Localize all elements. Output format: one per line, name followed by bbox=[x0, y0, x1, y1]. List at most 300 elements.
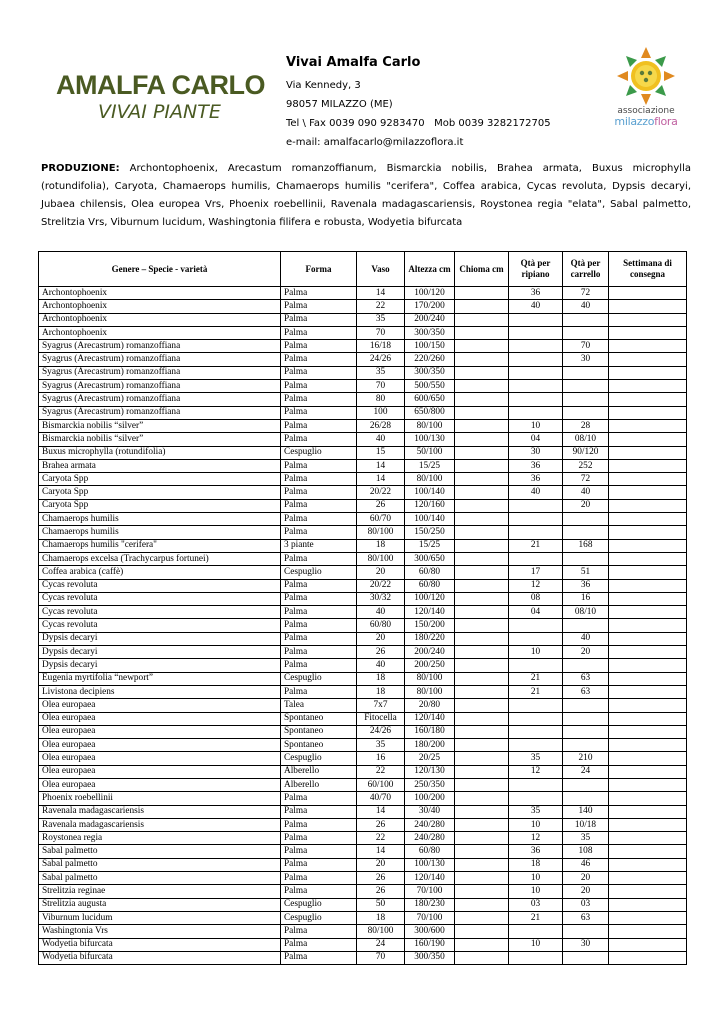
table-cell: 35 bbox=[509, 752, 563, 765]
table-cell: Palma bbox=[281, 340, 357, 353]
table-cell: Livistona decipiens bbox=[39, 685, 281, 698]
sun-emblem-icon bbox=[616, 46, 676, 106]
table-cell bbox=[609, 685, 687, 698]
table-cell: 40 bbox=[563, 300, 609, 313]
table-cell: 10 bbox=[509, 818, 563, 831]
table-cell bbox=[455, 832, 509, 845]
table-cell: 60/80 bbox=[405, 566, 455, 579]
table-cell: 100/120 bbox=[405, 592, 455, 605]
table-cell bbox=[509, 380, 563, 393]
table-cell: Buxus microphylla (rotundifolia) bbox=[39, 446, 281, 459]
table-cell bbox=[609, 592, 687, 605]
table-cell bbox=[455, 765, 509, 778]
table-cell bbox=[509, 739, 563, 752]
table-cell: 08 bbox=[509, 592, 563, 605]
table-cell: 600/650 bbox=[405, 393, 455, 406]
table-cell bbox=[609, 646, 687, 659]
table-cell: 12 bbox=[509, 832, 563, 845]
table-cell: 120/140 bbox=[405, 712, 455, 725]
table-cell: 10 bbox=[509, 885, 563, 898]
table-cell bbox=[455, 406, 509, 419]
table-cell: 18 bbox=[357, 539, 405, 552]
table-cell: Caryota Spp bbox=[39, 499, 281, 512]
table-cell bbox=[563, 659, 609, 672]
table-cell bbox=[609, 313, 687, 326]
table-cell: 160/190 bbox=[405, 938, 455, 951]
table-cell: 140 bbox=[563, 805, 609, 818]
table-cell bbox=[609, 832, 687, 845]
table-cell: Sabal palmetto bbox=[39, 845, 281, 858]
table-cell: 80/100 bbox=[357, 925, 405, 938]
table-cell: Spontaneo bbox=[281, 712, 357, 725]
table-row bbox=[39, 446, 687, 459]
table-cell: Roystonea regia bbox=[39, 832, 281, 845]
table-cell: 14 bbox=[357, 845, 405, 858]
table-row bbox=[39, 925, 687, 938]
table-cell bbox=[563, 778, 609, 791]
table-cell: 70 bbox=[563, 340, 609, 353]
table-cell: Palma bbox=[281, 499, 357, 512]
table-cell bbox=[609, 566, 687, 579]
table-row bbox=[39, 393, 687, 406]
table-cell bbox=[455, 499, 509, 512]
table-cell: 26 bbox=[357, 818, 405, 831]
table-cell bbox=[455, 340, 509, 353]
table-cell bbox=[609, 606, 687, 619]
table-cell: Alberello bbox=[281, 778, 357, 791]
table-cell: Palma bbox=[281, 659, 357, 672]
table-row bbox=[39, 433, 687, 446]
table-cell bbox=[509, 326, 563, 339]
table-cell bbox=[563, 699, 609, 712]
table-cell bbox=[609, 513, 687, 526]
table-cell: 100/200 bbox=[405, 792, 455, 805]
table-cell: 180/200 bbox=[405, 739, 455, 752]
table-cell bbox=[455, 287, 509, 300]
table-row bbox=[39, 712, 687, 725]
table-cell: 250/350 bbox=[405, 778, 455, 791]
table-cell bbox=[455, 792, 509, 805]
table-cell: 63 bbox=[563, 911, 609, 924]
table-cell bbox=[609, 885, 687, 898]
table-cell bbox=[509, 313, 563, 326]
table-cell: 10 bbox=[509, 419, 563, 432]
table-cell: 35 bbox=[357, 739, 405, 752]
table-cell: Brahea armata bbox=[39, 459, 281, 472]
table-cell: 16 bbox=[357, 752, 405, 765]
table-cell: 70 bbox=[357, 380, 405, 393]
table-cell: 108 bbox=[563, 845, 609, 858]
table-cell: Dypsis decaryi bbox=[39, 632, 281, 645]
table-cell: Cycas revoluta bbox=[39, 592, 281, 605]
table-cell: 60/100 bbox=[357, 778, 405, 791]
table-row bbox=[39, 353, 687, 366]
table-row bbox=[39, 419, 687, 432]
table-cell bbox=[455, 592, 509, 605]
table-row bbox=[39, 938, 687, 951]
table-cell: 20 bbox=[357, 566, 405, 579]
table-cell: 90/120 bbox=[563, 446, 609, 459]
table-cell: Ravenala madagascariensis bbox=[39, 805, 281, 818]
phone: Tel \ Fax 0039 090 9283470 Mob 0039 3282172705 bbox=[286, 118, 551, 129]
table-cell: 60/80 bbox=[405, 845, 455, 858]
table-cell bbox=[609, 951, 687, 964]
production-label: PRODUZIONE: bbox=[41, 163, 120, 174]
table-cell: Olea europaea bbox=[39, 699, 281, 712]
table-cell: 35 bbox=[563, 832, 609, 845]
table-cell: 80/100 bbox=[405, 672, 455, 685]
table-cell bbox=[509, 353, 563, 366]
table-cell: 80/100 bbox=[405, 473, 455, 486]
table-row bbox=[39, 486, 687, 499]
table-cell: 20 bbox=[357, 858, 405, 871]
table-cell bbox=[563, 712, 609, 725]
table-cell: 60/70 bbox=[357, 513, 405, 526]
table-cell bbox=[455, 366, 509, 379]
table-cell: 60/80 bbox=[357, 619, 405, 632]
table-cell bbox=[455, 606, 509, 619]
table-cell: 28 bbox=[563, 419, 609, 432]
table-cell bbox=[563, 526, 609, 539]
table-row bbox=[39, 366, 687, 379]
table-cell: 40 bbox=[563, 632, 609, 645]
table-cell: 80 bbox=[357, 393, 405, 406]
table-cell bbox=[455, 858, 509, 871]
table-cell bbox=[609, 818, 687, 831]
table-row bbox=[39, 911, 687, 924]
table-cell: 72 bbox=[563, 473, 609, 486]
table-cell bbox=[609, 712, 687, 725]
table-cell bbox=[563, 725, 609, 738]
table-cell: 21 bbox=[509, 539, 563, 552]
table-cell bbox=[509, 366, 563, 379]
table-cell: Caryota Spp bbox=[39, 486, 281, 499]
table-cell: 03 bbox=[509, 898, 563, 911]
table-cell: Dypsis decaryi bbox=[39, 646, 281, 659]
table-cell: Chamaerops excelsa (Trachycarpus fortunei) bbox=[39, 552, 281, 565]
table-cell: 26 bbox=[357, 872, 405, 885]
table-cell: Cespuglio bbox=[281, 752, 357, 765]
table-row bbox=[39, 473, 687, 486]
table-row bbox=[39, 832, 687, 845]
table-cell: Sabal palmetto bbox=[39, 872, 281, 885]
table-cell: 26 bbox=[357, 885, 405, 898]
table-row bbox=[39, 592, 687, 605]
table-row bbox=[39, 845, 687, 858]
table-cell: 16 bbox=[563, 592, 609, 605]
table-row bbox=[39, 632, 687, 645]
table-header-row bbox=[39, 252, 687, 287]
table-cell: 63 bbox=[563, 685, 609, 698]
table-cell: Palma bbox=[281, 406, 357, 419]
table-cell: 21 bbox=[509, 672, 563, 685]
table-cell: Palma bbox=[281, 513, 357, 526]
table-cell bbox=[609, 872, 687, 885]
plant-table bbox=[38, 251, 687, 965]
table-cell: 14 bbox=[357, 473, 405, 486]
table-cell: 80/100 bbox=[357, 526, 405, 539]
table-cell bbox=[509, 632, 563, 645]
table-cell: 14 bbox=[357, 287, 405, 300]
table-cell: Palma bbox=[281, 419, 357, 432]
table-cell: 240/280 bbox=[405, 818, 455, 831]
table-cell: Palma bbox=[281, 925, 357, 938]
table-row bbox=[39, 898, 687, 911]
table-cell: Coffea arabica (caffè) bbox=[39, 566, 281, 579]
table-cell bbox=[609, 925, 687, 938]
table-cell: 10 bbox=[509, 872, 563, 885]
table-cell bbox=[455, 393, 509, 406]
table-cell: 300/650 bbox=[405, 552, 455, 565]
table-cell: 20 bbox=[563, 872, 609, 885]
table-cell bbox=[563, 326, 609, 339]
table-cell: 40 bbox=[563, 486, 609, 499]
table-row bbox=[39, 951, 687, 964]
table-cell: Cycas revoluta bbox=[39, 606, 281, 619]
table-cell: Strelitzia augusta bbox=[39, 898, 281, 911]
table-cell bbox=[609, 486, 687, 499]
table-cell: Palma bbox=[281, 792, 357, 805]
table-row bbox=[39, 725, 687, 738]
table-row bbox=[39, 685, 687, 698]
table-cell: 26 bbox=[357, 499, 405, 512]
association-logo bbox=[606, 46, 686, 136]
table-cell: Palma bbox=[281, 685, 357, 698]
table-row bbox=[39, 526, 687, 539]
table-cell: 150/200 bbox=[405, 619, 455, 632]
table-cell bbox=[455, 752, 509, 765]
table-cell: 35 bbox=[357, 313, 405, 326]
table-cell: 26 bbox=[357, 646, 405, 659]
table-cell: Eugenia myrtifolia “newport” bbox=[39, 672, 281, 685]
table-row bbox=[39, 380, 687, 393]
email[interactable]: e-mail: amalfacarlo@milazzoflora.it bbox=[286, 137, 464, 148]
table-cell bbox=[563, 406, 609, 419]
table-cell: 51 bbox=[563, 566, 609, 579]
table-row bbox=[39, 566, 687, 579]
association-label: associazione bbox=[617, 106, 675, 116]
table-cell: Archontophoenix bbox=[39, 287, 281, 300]
table-cell bbox=[563, 619, 609, 632]
table-cell: 30 bbox=[509, 446, 563, 459]
table-cell: 20 bbox=[563, 646, 609, 659]
table-row bbox=[39, 765, 687, 778]
table-cell bbox=[455, 380, 509, 393]
production-paragraph bbox=[41, 160, 691, 232]
table-cell: Palma bbox=[281, 380, 357, 393]
table-cell: 70 bbox=[357, 951, 405, 964]
address: Via Kennedy, 3 bbox=[286, 80, 361, 91]
table-cell bbox=[509, 393, 563, 406]
table-cell: 17 bbox=[509, 566, 563, 579]
table-row bbox=[39, 699, 687, 712]
table-cell: Fitocella bbox=[357, 712, 405, 725]
table-cell: Wodyetia bifurcata bbox=[39, 951, 281, 964]
table-cell: Archontophoenix bbox=[39, 326, 281, 339]
table-cell: 120/140 bbox=[405, 606, 455, 619]
table-cell: Syagrus (Arecastrum) romanzoffiana bbox=[39, 353, 281, 366]
production-text: Archontophoenix, Arecastum romanzoffianum, Bismarckia nobilis, Brahea armata, Buxus microphylla (rotundifolia), Caryota, Chamaerops humilis, Chamaerops humilis "cerifera", Coffea arabica, Cycas revoluta, Dypsis decaryi, Jubaea chilensis, Olea europea Vrs, Phoenix roebellinii, Ravenala madagascariensis, Roystonea regia "elata", Sabal palmetto, Strelitzia Vrs, Viburnum lucidum, Washingtonia filifera e robusta, Wodyetia bifurcata bbox=[41, 163, 691, 228]
table-cell bbox=[609, 619, 687, 632]
table-cell: 300/350 bbox=[405, 366, 455, 379]
table-cell bbox=[509, 499, 563, 512]
table-cell bbox=[609, 659, 687, 672]
table-cell bbox=[455, 739, 509, 752]
table-cell: 20/22 bbox=[357, 486, 405, 499]
table-cell bbox=[563, 380, 609, 393]
table-cell bbox=[455, 539, 509, 552]
table-cell: Archontophoenix bbox=[39, 313, 281, 326]
table-cell bbox=[609, 765, 687, 778]
table-cell: 50/100 bbox=[405, 446, 455, 459]
table-cell: 200/250 bbox=[405, 659, 455, 672]
table-cell bbox=[509, 406, 563, 419]
table-row bbox=[39, 406, 687, 419]
column-header: Qtà per carrello bbox=[563, 252, 609, 287]
table-cell: 100/140 bbox=[405, 486, 455, 499]
table-row bbox=[39, 300, 687, 313]
table-row bbox=[39, 606, 687, 619]
table-cell bbox=[563, 393, 609, 406]
table-cell: 168 bbox=[563, 539, 609, 552]
table-cell bbox=[563, 366, 609, 379]
table-cell: 22 bbox=[357, 765, 405, 778]
table-cell bbox=[455, 353, 509, 366]
table-row bbox=[39, 513, 687, 526]
table-cell bbox=[609, 366, 687, 379]
table-cell: 18 bbox=[357, 685, 405, 698]
table-cell: 36 bbox=[509, 459, 563, 472]
table-cell: 18 bbox=[357, 672, 405, 685]
table-cell bbox=[609, 938, 687, 951]
table-row bbox=[39, 659, 687, 672]
table-cell: 80/100 bbox=[405, 419, 455, 432]
table-cell: 04 bbox=[509, 433, 563, 446]
table-cell: Olea europaea bbox=[39, 725, 281, 738]
table-cell: 180/220 bbox=[405, 632, 455, 645]
table-cell bbox=[609, 792, 687, 805]
table-cell: Spontaneo bbox=[281, 725, 357, 738]
table-cell bbox=[455, 699, 509, 712]
table-cell: 08/10 bbox=[563, 606, 609, 619]
table-cell bbox=[455, 872, 509, 885]
table-row bbox=[39, 778, 687, 791]
table-cell: Palma bbox=[281, 951, 357, 964]
table-cell: 70/100 bbox=[405, 885, 455, 898]
table-cell bbox=[455, 818, 509, 831]
table-row bbox=[39, 792, 687, 805]
column-header: Forma bbox=[281, 252, 357, 287]
table-cell: 36 bbox=[509, 845, 563, 858]
table-cell: Palma bbox=[281, 606, 357, 619]
table-cell: 300/350 bbox=[405, 326, 455, 339]
table-cell: 220/260 bbox=[405, 353, 455, 366]
table-cell: Chamaerops humilis "cerifera" bbox=[39, 539, 281, 552]
table-cell: Palma bbox=[281, 646, 357, 659]
table-row bbox=[39, 499, 687, 512]
table-cell: 100/150 bbox=[405, 340, 455, 353]
table-cell: Olea europaea bbox=[39, 765, 281, 778]
table-cell: Palma bbox=[281, 366, 357, 379]
table-cell bbox=[455, 911, 509, 924]
table-cell bbox=[609, 778, 687, 791]
table-cell: Palma bbox=[281, 486, 357, 499]
table-cell: 36 bbox=[509, 473, 563, 486]
table-cell: 30/32 bbox=[357, 592, 405, 605]
table-cell: Cespuglio bbox=[281, 911, 357, 924]
table-cell bbox=[455, 672, 509, 685]
table-row bbox=[39, 858, 687, 871]
table-cell bbox=[609, 858, 687, 871]
table-cell: 100 bbox=[357, 406, 405, 419]
table-cell bbox=[563, 313, 609, 326]
table-cell: Olea europaea bbox=[39, 778, 281, 791]
table-row bbox=[39, 818, 687, 831]
table-cell bbox=[609, 632, 687, 645]
table-cell: 3 piante bbox=[281, 539, 357, 552]
table-cell: 36 bbox=[563, 579, 609, 592]
table-row bbox=[39, 752, 687, 765]
table-cell: 210 bbox=[563, 752, 609, 765]
table-cell: Strelitzia reginae bbox=[39, 885, 281, 898]
table-cell: 46 bbox=[563, 858, 609, 871]
column-header: Genere – Specie - varietà bbox=[39, 252, 281, 287]
logo-title: AMALFA CARLO bbox=[56, 70, 265, 100]
table-cell: Chamaerops humilis bbox=[39, 526, 281, 539]
table-cell: Palma bbox=[281, 832, 357, 845]
table-cell: 20/25 bbox=[405, 752, 455, 765]
city: 98057 MILAZZO (ME) bbox=[286, 99, 393, 110]
table-cell bbox=[455, 925, 509, 938]
table-cell: 100/130 bbox=[405, 858, 455, 871]
table-cell: Olea europaea bbox=[39, 739, 281, 752]
table-cell: 20/22 bbox=[357, 579, 405, 592]
table-cell: Palma bbox=[281, 552, 357, 565]
table-row bbox=[39, 459, 687, 472]
table-cell bbox=[455, 566, 509, 579]
table-cell: 100/120 bbox=[405, 287, 455, 300]
table-cell: 180/230 bbox=[405, 898, 455, 911]
table-cell: 04 bbox=[509, 606, 563, 619]
table-cell: 20 bbox=[357, 632, 405, 645]
table-cell bbox=[609, 911, 687, 924]
table-cell: Palma bbox=[281, 579, 357, 592]
table-cell: 80/100 bbox=[405, 685, 455, 698]
table-cell bbox=[609, 725, 687, 738]
table-cell: 35 bbox=[509, 805, 563, 818]
table-cell bbox=[609, 805, 687, 818]
table-cell: 20/80 bbox=[405, 699, 455, 712]
table-cell: 120/160 bbox=[405, 499, 455, 512]
table-cell: 40/70 bbox=[357, 792, 405, 805]
table-cell: 18 bbox=[509, 858, 563, 871]
table-row bbox=[39, 739, 687, 752]
company-info bbox=[286, 54, 551, 152]
table-cell: 10 bbox=[509, 646, 563, 659]
table-cell: Palma bbox=[281, 473, 357, 486]
table-cell: 40 bbox=[357, 433, 405, 446]
table-cell: 35 bbox=[357, 366, 405, 379]
table-cell: Syagrus (Arecastrum) romanzoffiana bbox=[39, 366, 281, 379]
table-cell: 100/140 bbox=[405, 513, 455, 526]
table-row bbox=[39, 805, 687, 818]
table-cell: 12 bbox=[509, 579, 563, 592]
table-cell: Ravenala madagascariensis bbox=[39, 818, 281, 831]
table-cell: 7x7 bbox=[357, 699, 405, 712]
table-cell bbox=[455, 419, 509, 432]
column-header: Vaso bbox=[357, 252, 405, 287]
table-cell bbox=[609, 433, 687, 446]
